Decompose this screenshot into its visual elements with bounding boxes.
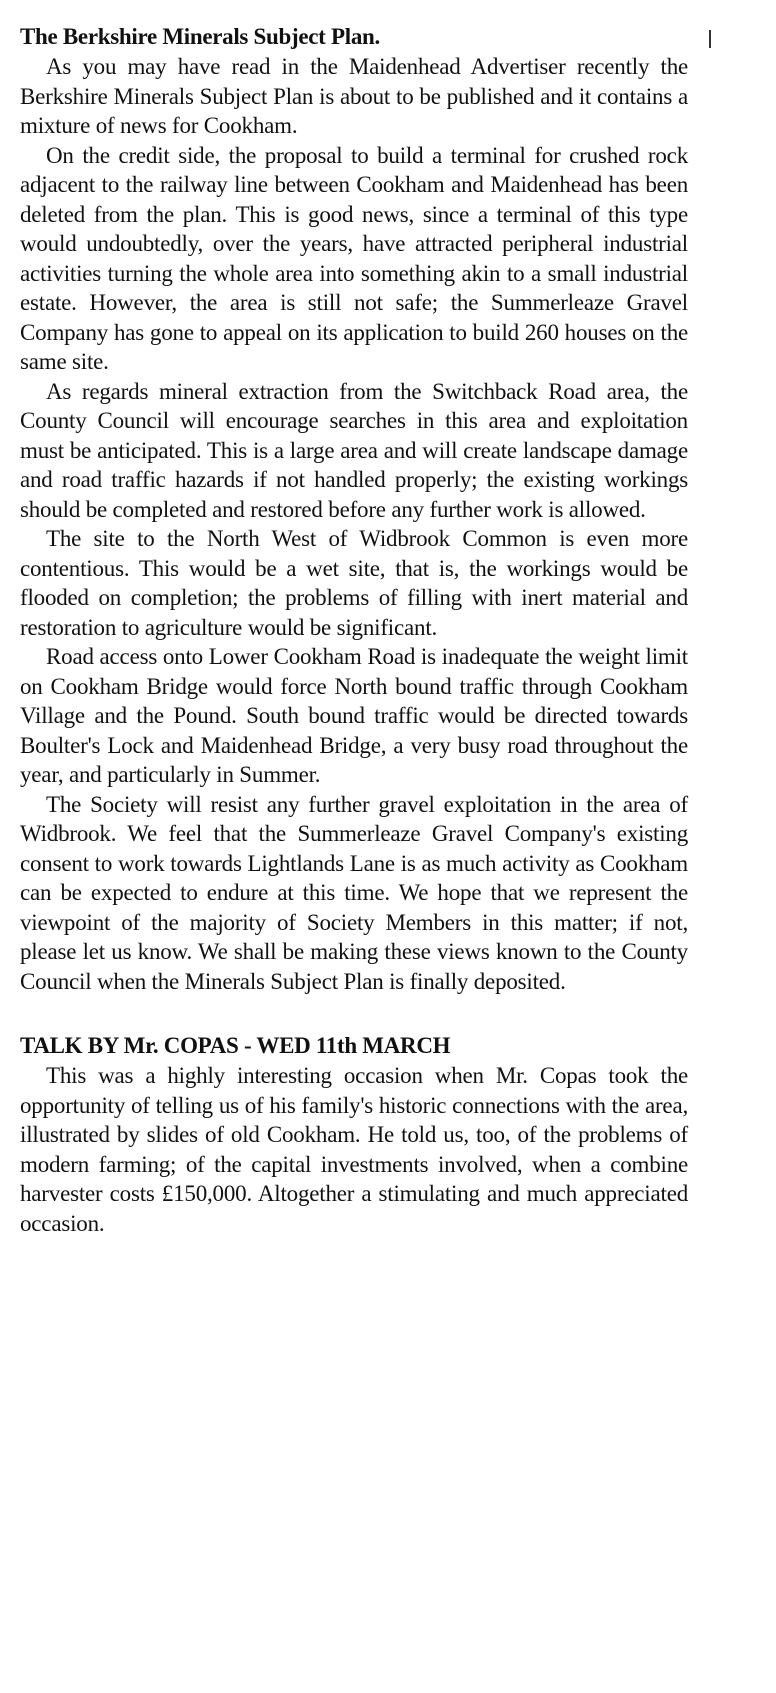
paragraph: On the credit side, the proposal to build a terminal for crushed rock adjacent to the railway line between Cookham and Maidenhead has been deleted from the plan. This is good news, since a terminal of this type would undoubtedly, over the years, have attracted peripheral industrial activities turning the whole area into something akin to a small industrial estate. However, the area is still not safe; the Summerleaze Gravel Company has gone to appeal on its application to build 260 houses on the same site. [20, 142, 688, 374]
document-page [20, 22, 688, 1238]
section-talk-copas [20, 1031, 688, 1238]
section-heading: The Berkshire Minerals Subject Plan. [20, 24, 380, 49]
paragraph: This was a highly interesting occasion when Mr. Copas took the opportunity of telling us of his family's historic connections with the area, illustrated by slides of old Cookham. He told us, too, of the problems of modern farming; of the capital investments involved, when a combine harvester costs £150,000. Altogether a stimulating and much appreciated occasion. [20, 1063, 688, 1236]
section-minerals-plan [20, 22, 688, 996]
paragraph: The Society will resist any further gravel exploitation in the area of Widbrook. We feel that the Summerleaze Gravel Company's existing consent to work towards Lightlands Lane is as much activity as Cookham can be expected to endure at this time. We hope that we represent the viewpoint of the majority of Society Members in this matter; if not, please let us know. We shall be making these views known to the County Council when the Minerals Subject Plan is finally deposited. [20, 791, 688, 994]
section-heading: TALK BY Mr. COPAS - WED 11th MARCH [20, 1033, 451, 1058]
paragraph: The site to the North West of Widbrook Common is even more contentious. This would be a wet site, that is, the workings would be flooded on completion; the problems of filling with inert material and restoration to agriculture would be significant. [20, 526, 688, 640]
paragraph: As you may have read in the Maidenhead Advertiser recently the Berkshire Minerals Subject Plan is about to be published and it contains a mixture of news for Cookham. [20, 54, 688, 138]
scan-edge-mark [709, 30, 711, 48]
paragraph: Road access onto Lower Cookham Road is inadequate the weight limit on Cookham Bridge would force North bound traffic through Cookham Village and the Pound. South bound traffic would be directed towards Boulter's Lock and Maidenhead Bridge, a very busy road throughout the year, and particularly in Summer. [20, 644, 688, 787]
paragraph: As regards mineral extraction from the Switchback Road area, the County Council will encourage searches in this area and exploitation must be anticipated. This is a large area and will create landscape damage and road traffic hazards if not handled properly; the existing workings should be completed and restored before any further work is allowed. [20, 378, 688, 522]
